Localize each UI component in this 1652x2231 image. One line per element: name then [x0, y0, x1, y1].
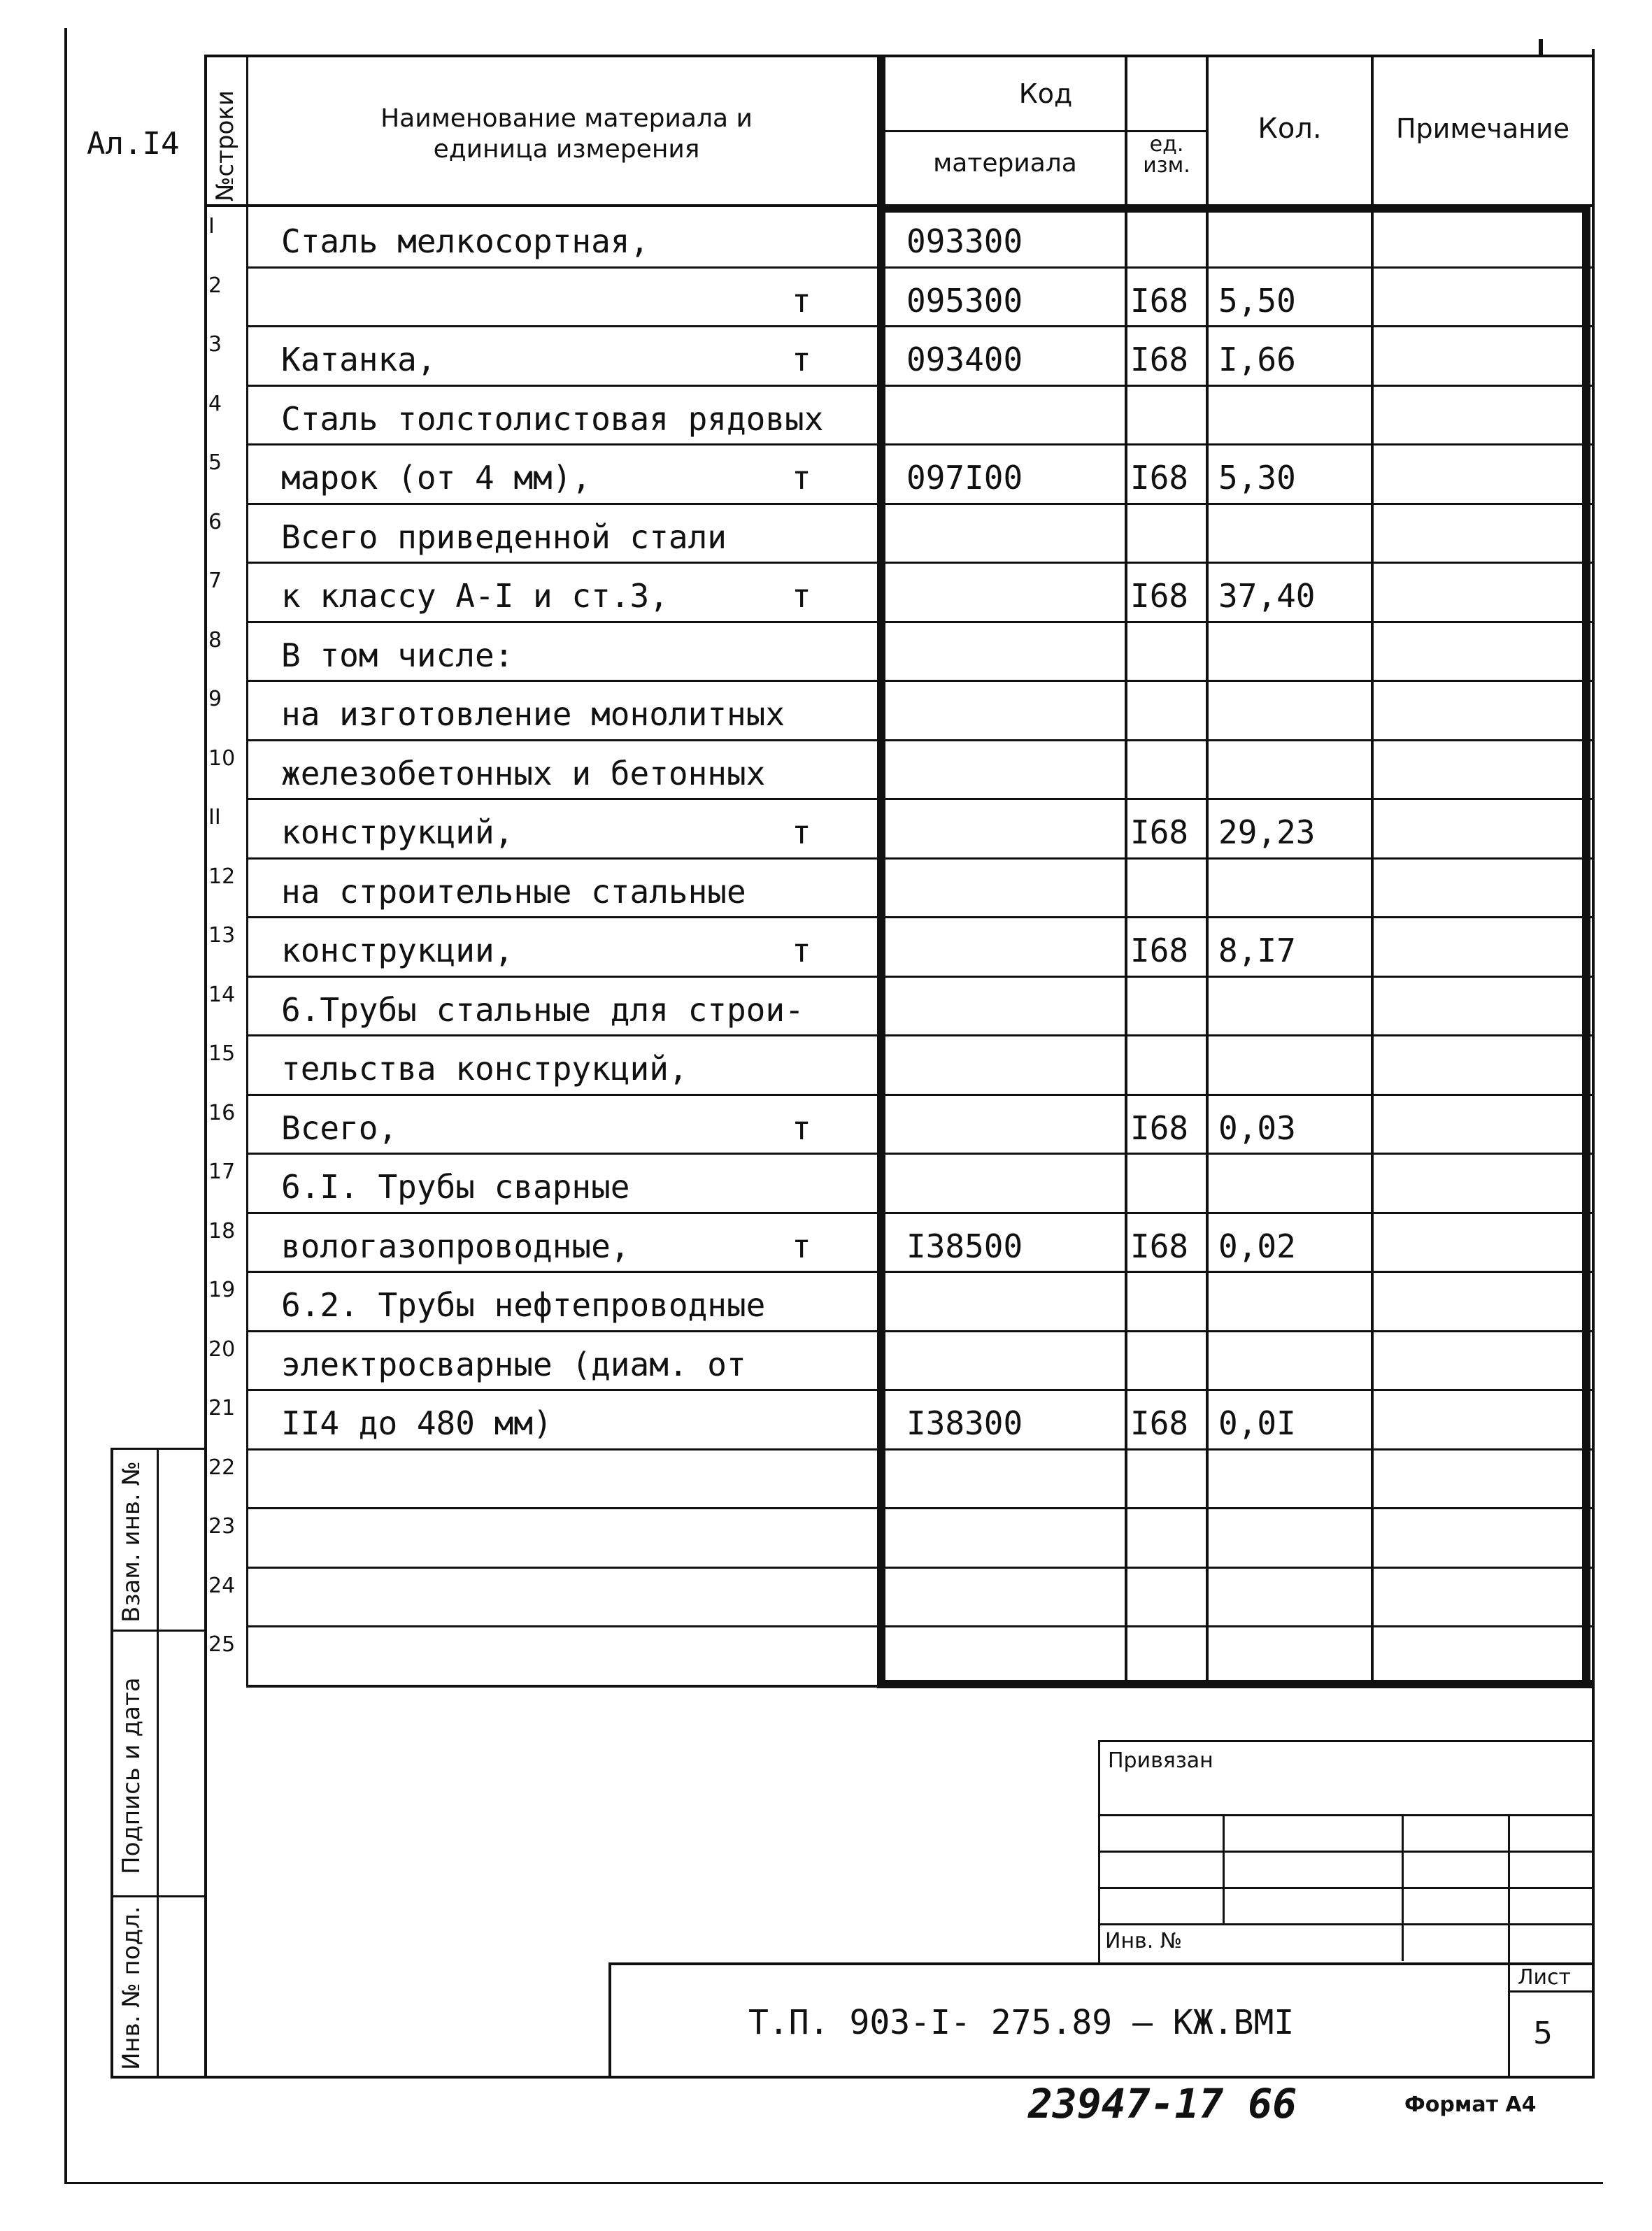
material-name: тельства конструкций, [281, 1050, 688, 1088]
row-number: 24 [208, 1574, 236, 1598]
row-number: 5 [208, 450, 222, 475]
row-number: 15 [208, 1041, 236, 1066]
row-separator [246, 1153, 1592, 1155]
header-qty: Кол. [1258, 113, 1322, 145]
designation-box-top [608, 1962, 1595, 1965]
unit-code: I68 [1130, 459, 1189, 497]
material-code: I38500 [906, 1227, 1023, 1265]
row-number: 16 [208, 1101, 236, 1125]
quantity: 37,40 [1218, 577, 1316, 615]
row-separator [246, 562, 1592, 564]
row-number: 17 [208, 1160, 236, 1184]
stamp-row-4 [1098, 1923, 1595, 1925]
table-bottom [877, 1680, 1595, 1688]
material-name: конструкций, [281, 813, 514, 851]
stamp-row-3 [1098, 1887, 1595, 1889]
unit-code: I68 [1130, 813, 1189, 851]
stamp-top [1098, 1740, 1595, 1742]
material-code: 093400 [906, 341, 1023, 378]
footer-format: Формат А4 [1404, 2093, 1537, 2117]
unit-letter: т [792, 813, 811, 851]
row-separator [246, 798, 1592, 800]
left-margin-line [64, 28, 67, 2182]
side-strip-mid [157, 1448, 159, 2077]
side-strip-sep1 [111, 1630, 206, 1632]
material-code: I38300 [906, 1404, 1023, 1442]
row-separator [246, 443, 1592, 446]
row-number: 4 [208, 392, 222, 416]
unit-code: I68 [1130, 1227, 1189, 1265]
material-name: В том числе: [281, 636, 514, 674]
row-number: 13 [208, 923, 236, 948]
row-number: 21 [208, 1396, 236, 1420]
row-separator [246, 385, 1592, 387]
row-number: 25 [208, 1632, 236, 1657]
unit-code: I68 [1130, 1404, 1189, 1442]
unit-code: I68 [1130, 1109, 1189, 1147]
row-number: 6 [208, 510, 222, 534]
stamp-inv-no: Инв. № [1105, 1929, 1183, 1953]
row-separator [246, 680, 1592, 682]
row-number: 19 [208, 1278, 236, 1302]
row-number: 23 [208, 1514, 236, 1539]
quantity: 5,30 [1218, 459, 1296, 497]
material-name: к классу А-I и ст.3, [281, 577, 669, 615]
quantity: 8,I7 [1218, 932, 1296, 969]
material-code: 093300 [906, 222, 1023, 260]
row-number: 9 [208, 687, 222, 711]
col-line-qty [1206, 56, 1209, 1685]
header-code-material: материала [933, 149, 1077, 178]
footer-number: 23947-17 66 [1028, 2080, 1297, 2127]
unit-letter: т [792, 459, 811, 497]
quantity: I,66 [1218, 341, 1296, 378]
row-number: I [208, 214, 215, 238]
material-name: на строительные стальные [281, 873, 746, 911]
inv-podl-label: Инв. № подл. [118, 1906, 145, 2070]
unit-letter: т [792, 932, 811, 969]
unit-letter: т [792, 1109, 811, 1147]
row-number: 10 [208, 746, 236, 771]
material-name: Сталь мелкосортная, [281, 222, 650, 260]
stamp-list-no: 5 [1533, 2016, 1553, 2051]
material-name: Сталь толстолистовая рядовых [281, 400, 824, 438]
material-code: 095300 [906, 282, 1023, 320]
bold-box-top [877, 204, 1590, 213]
material-name: электросварные (диам. от [281, 1346, 746, 1383]
row-separator [246, 266, 1592, 269]
row-separator [246, 325, 1592, 327]
stamp-privyazan: Привязан [1108, 1748, 1213, 1773]
unit-code: I68 [1130, 577, 1189, 615]
stamp-row-1 [1098, 1814, 1595, 1816]
unit-code: I68 [1130, 932, 1189, 969]
frame-top [204, 55, 1595, 57]
material-name: 6.Трубы стальные для строи- [281, 991, 804, 1029]
row-number: 14 [208, 983, 236, 1007]
row-separator [246, 1685, 1592, 1687]
quantity: 0,03 [1218, 1109, 1296, 1147]
frame-bottom [111, 2076, 1595, 2079]
material-name: Всего, [281, 1109, 398, 1147]
row-number: 7 [208, 569, 222, 593]
unit-letter: т [792, 341, 811, 378]
quantity: 0,02 [1218, 1227, 1296, 1265]
stamp-row-2 [1098, 1851, 1595, 1853]
col-line-code [877, 56, 885, 1685]
row-number: 8 [208, 628, 222, 653]
podpis-data-label: Подпись и дата [118, 1677, 145, 1874]
material-name: Катанка, [281, 341, 436, 378]
header-note: Примечание [1395, 113, 1570, 144]
material-name: 6.I. Трубы сварные [281, 1168, 630, 1206]
vzam-inv-label: Взам. инв. № [118, 1461, 145, 1623]
quantity: 5,50 [1218, 282, 1296, 320]
stamp-col-3 [1508, 1814, 1510, 2077]
row-number: II [208, 805, 221, 829]
sheet-tag: Ал.I4 [87, 126, 180, 162]
row-separator [246, 1389, 1592, 1391]
row-separator [246, 1625, 1592, 1627]
row-separator [246, 1448, 1592, 1450]
bold-box-right [1582, 204, 1590, 1687]
unit-code: I68 [1130, 341, 1189, 378]
frame-left [204, 56, 207, 2077]
side-strip-top [111, 1448, 206, 1450]
stamp-col-1 [1223, 1814, 1225, 1923]
row-separator [246, 621, 1592, 623]
row-separator [246, 1507, 1592, 1509]
unit-letter: т [792, 577, 811, 615]
frame-right [1592, 49, 1595, 2077]
material-name: II4 до 480 мм) [281, 1404, 553, 1442]
header-code: Код [1018, 78, 1073, 109]
row-separator [246, 503, 1592, 505]
row-separator [246, 1034, 1592, 1036]
col-line-rownum [246, 56, 248, 1685]
material-name: вологазопроводные, [281, 1227, 630, 1265]
stamp-col-2 [1402, 1814, 1404, 1961]
material-name: конструкции, [281, 932, 514, 969]
unit-letter: т [792, 1227, 811, 1265]
row-number: 20 [208, 1337, 236, 1362]
unit-code: I68 [1130, 282, 1189, 320]
bottom-margin-line [64, 2182, 1603, 2184]
stamp-list-label: Лист [1518, 1965, 1572, 1990]
col-line-note [1371, 56, 1374, 1685]
row-separator [246, 1271, 1592, 1273]
unit-letter: т [792, 282, 811, 320]
material-code: 097I00 [906, 459, 1023, 497]
row-number: 2 [208, 273, 222, 298]
material-name: 6.2. Трубы нефтепроводные [281, 1286, 766, 1324]
quantity: 29,23 [1218, 813, 1316, 851]
material-name: на изготовление монолитных [281, 695, 785, 733]
list-box-divider [1508, 1990, 1595, 1993]
row-separator [246, 1212, 1592, 1214]
row-separator [246, 916, 1592, 918]
row-separator [246, 857, 1592, 860]
material-name: марок (от 4 мм), [281, 459, 592, 497]
row-separator [246, 739, 1592, 741]
designation-box-left [608, 1962, 611, 2077]
corner-mark [1539, 39, 1543, 55]
material-name: Всего приведенной стали [281, 518, 727, 556]
col-line-unit [1125, 56, 1127, 1685]
header-code-unit: ед. изм. [1143, 132, 1190, 178]
row-separator [246, 976, 1592, 978]
row-separator [246, 1330, 1592, 1332]
side-strip-outer [111, 1448, 113, 2077]
row-number: 18 [208, 1219, 236, 1243]
header-row-no: №строки [211, 90, 239, 201]
side-strip-sep2 [111, 1895, 206, 1897]
header-name: Наименование материала и единица измерения [380, 104, 753, 164]
row-separator [246, 1094, 1592, 1096]
row-separator [246, 1567, 1592, 1569]
material-name: железобетонных и бетонных [281, 755, 766, 792]
row-number: 12 [208, 864, 236, 889]
row-number: 22 [208, 1455, 236, 1480]
row-number: 3 [208, 332, 222, 357]
quantity: 0,0I [1218, 1404, 1296, 1442]
stamp-designation: Т.П. 903-I- 275.89 — КЖ.ВМI [748, 2003, 1295, 2042]
